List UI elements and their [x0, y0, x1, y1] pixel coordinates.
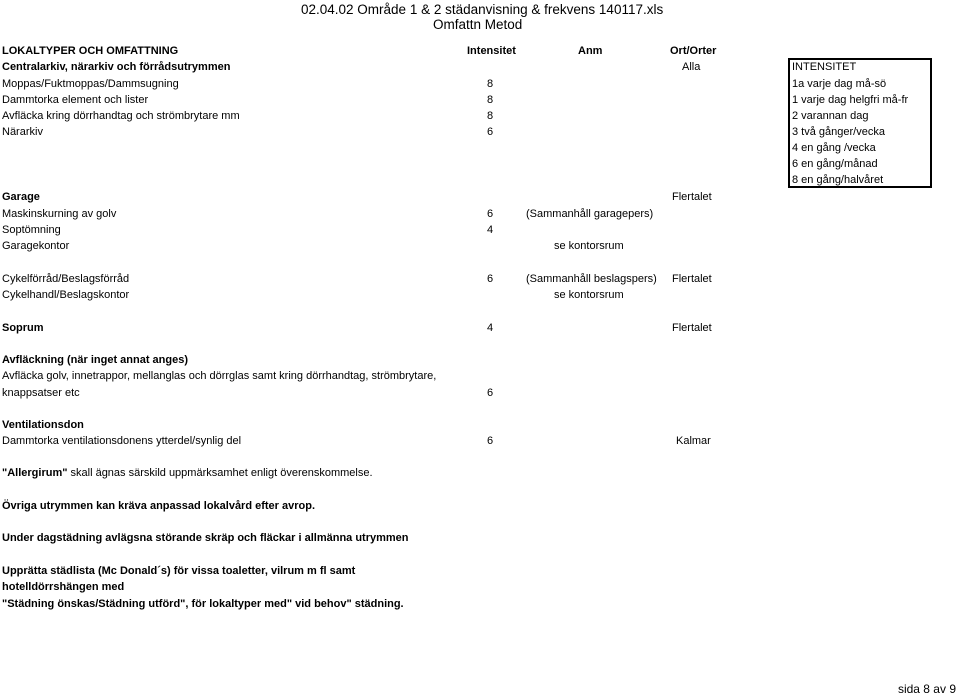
intensitet-legend-item: 4 en gång /vecka	[792, 142, 876, 154]
note-ovriga: Övriga utrymmen kan kräva anpassad lokalvård efter avrop.	[2, 500, 316, 512]
column-header-anm: Anm	[578, 45, 603, 57]
document-subtitle: Omfattn Metod	[433, 17, 523, 32]
table-row-anm: se kontorsrum	[554, 240, 624, 252]
table-row-name: Dammtorka ventilationsdonens ytterdel/synlig del	[2, 435, 242, 447]
table-row-name: Soptömning	[2, 224, 61, 236]
column-header-intensitet: Intensitet	[467, 45, 516, 57]
section-title-central: Centralarkiv, närarkiv och förrådsutrymmen	[2, 61, 231, 73]
table-row-ort: Flertalet	[672, 273, 712, 285]
table-row-intensitet: 6	[487, 208, 494, 220]
table-row-name: Närarkiv	[2, 126, 43, 138]
intensitet-legend-item: 6 en gång/månad	[792, 158, 878, 170]
table-row-name: Cykelförråd/Beslagsförråd	[2, 273, 130, 285]
table-row-intensitet: 6	[487, 435, 494, 447]
section-ort-central: Alla	[682, 61, 701, 73]
note-allergirum-bold: "Allergirum"	[2, 467, 68, 479]
page-number: sida 8 av 9	[897, 682, 956, 696]
column-header-lokaltyper: LOKALTYPER OCH OMFATTNING	[2, 45, 179, 57]
intensitet-legend-item: 8 en gång/halvåret	[792, 174, 884, 186]
table-row-intensitet: 6	[487, 387, 494, 399]
table-row-intensitet: 6	[487, 126, 494, 138]
table-row-name: Avfläcka golv, innetrappor, mellanglas och dörrglas samt kring dörrhandtag, strömbrytare,	[2, 370, 437, 382]
intensitet-legend-item: 1a varje dag må-sö	[792, 78, 887, 90]
section-ort-soprum: Flertalet	[672, 322, 712, 334]
table-row-name: Maskinskurning av golv	[2, 208, 117, 220]
table-row-name: Avfläcka kring dörrhandtag och strömbrytare mm	[2, 110, 240, 122]
section-title-soprum: Soprum	[2, 322, 44, 334]
note-upprätta-2: hotelldörrshängen med	[2, 581, 125, 593]
table-row-name: knappsatser etc	[2, 387, 80, 399]
note-allergirum	[2, 467, 373, 480]
note-stadning: "Städning önskas/Städning utförd", för lokaltyper med" vid behov" städning.	[2, 598, 404, 610]
section-title-avflackning: Avfläckning (när inget annat anges)	[2, 354, 189, 366]
intensitet-legend-item: 1 varje dag helgfri må-fr	[792, 94, 909, 106]
intensitet-legend-item: 2 varannan dag	[792, 110, 869, 122]
table-row-anm: (Sammanhåll beslagspers)	[526, 273, 657, 285]
table-row-intensitet: 8	[487, 110, 494, 122]
intensitet-legend-item: 3 två gånger/vecka	[792, 126, 885, 138]
table-row-intensitet: 8	[487, 94, 494, 106]
section-ort-garage: Flertalet	[672, 191, 712, 203]
section-title-ventilation: Ventilationsdon	[2, 419, 84, 431]
note-upprätta-1: Upprätta städlista (Mc Donald´s) för vissa toaletter, vilrum m fl samt	[2, 565, 356, 577]
table-row-name: Moppas/Fuktmoppas/Dammsugning	[2, 78, 179, 90]
section-intensitet-soprum: 4	[487, 322, 494, 334]
table-row-intensitet: 8	[487, 78, 494, 90]
table-row-name: Cykelhandl/Beslagskontor	[2, 289, 130, 301]
table-row-anm: (Sammanhåll garagepers)	[526, 208, 654, 220]
document-filename: 02.04.02 Område 1 & 2 städanvisning & frekvens 140117.xls	[301, 2, 664, 17]
table-row-ort: Kalmar	[676, 435, 711, 447]
section-title-garage: Garage	[2, 191, 40, 203]
note-dagstadning: Under dagstädning avlägsna störande skräp och fläckar i allmänna utrymmen	[2, 532, 409, 544]
table-row-intensitet: 6	[487, 273, 494, 285]
table-row-name: Garagekontor	[2, 240, 70, 252]
intensitet-legend-heading: INTENSITET	[792, 61, 857, 73]
table-row-intensitet: 4	[487, 224, 494, 236]
table-row-name: Dammtorka element och lister	[2, 94, 149, 106]
table-row-anm: se kontorsrum	[554, 289, 624, 301]
note-allergirum-text: skall ägnas särskild uppmärksamhet enligt överenskommelse.	[67, 467, 373, 479]
column-header-ort: Ort/Orter	[670, 45, 717, 57]
